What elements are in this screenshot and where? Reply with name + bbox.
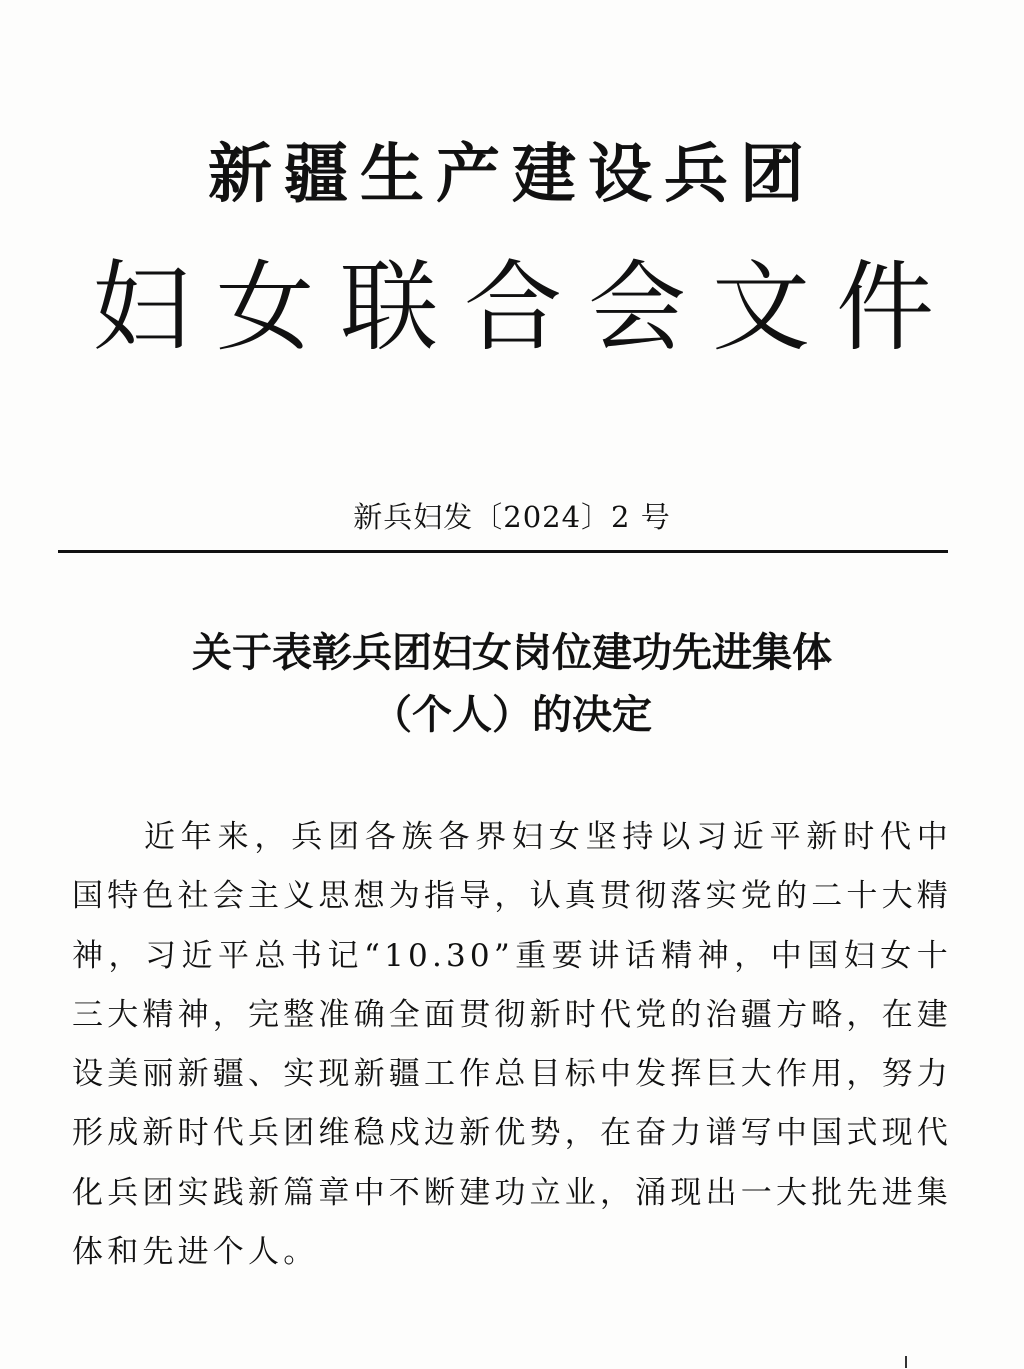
issuer-name-line2: 妇女联合会文件: [91, 251, 960, 365]
scan-mark: [905, 1356, 907, 1368]
document-title-line1: 关于表彰兵团妇女岗位建功先进集体: [192, 629, 832, 676]
document-number: 新兵妇发〔2024〕2 号: [353, 500, 671, 534]
header-divider: [58, 550, 948, 553]
body-paragraph: 近年来，兵团各族各界妇女坚持以习近平新时代中国特色社会主义思想为指导，认真贯彻落实党的二十大精神，习近平总书记“10.30”重要讲话精神，中国妇女十三大精神，完整准确全面贯彻新时代党的治疆方略，在建设美丽新疆、实现新疆工作总目标中发挥巨大作用，努力形成新时代兵团维稳戍边新优势，在奋力谱写中国式现代化兵团实践新篇章中不断建功立业，涌现出一大批先进集体和先进个人。: [72, 819, 952, 1271]
document-title-line2: （个人）的决定: [372, 691, 652, 738]
document-title: [0, 622, 1024, 746]
issuer-name-line1: 新疆生产建设兵团: [208, 137, 816, 212]
